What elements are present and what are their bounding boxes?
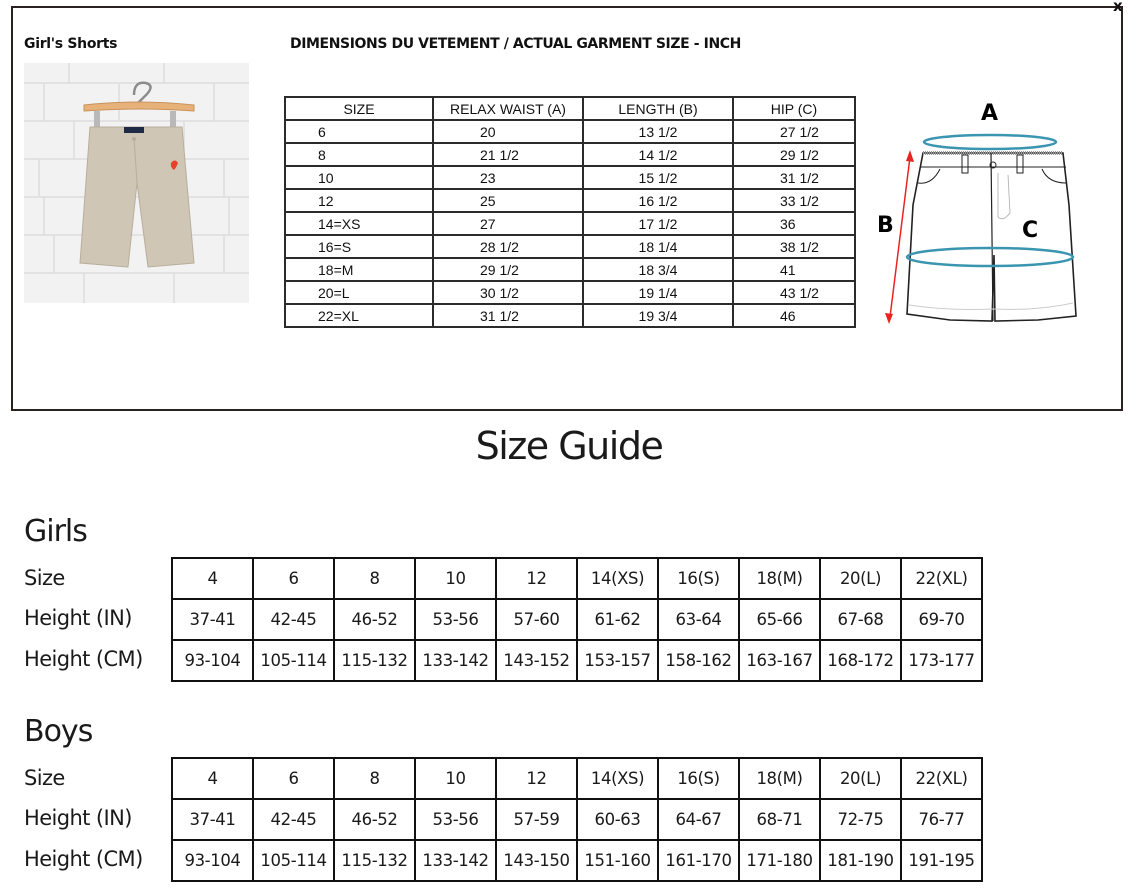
header-size: SIZE: [285, 97, 433, 120]
size-cell: 20(L): [820, 558, 901, 599]
cell-waist: 29 1/2: [433, 258, 583, 281]
height-cm-cell: 158-162: [658, 640, 739, 681]
shorts-outline-diagram: [880, 95, 1080, 335]
cell-size: 6: [285, 120, 433, 143]
cell-size: 16=S: [285, 235, 433, 258]
girls-row-label-height-in: Height (IN): [24, 606, 132, 630]
cell-hip: 36: [733, 212, 855, 235]
boys-size-table: [171, 757, 983, 882]
table-row: [285, 189, 855, 212]
boys-height-in-row: [172, 799, 982, 840]
size-cell: 4: [172, 758, 253, 799]
height-in-cell: 63-64: [658, 599, 739, 640]
size-cell: 4: [172, 558, 253, 599]
height-cm-cell: 93-104: [172, 640, 253, 681]
cell-size: 14=XS: [285, 212, 433, 235]
cell-hip: 41: [733, 258, 855, 281]
height-in-cell: 64-67: [658, 799, 739, 840]
height-cm-cell: 143-152: [496, 640, 577, 681]
height-in-cell: 53-56: [415, 799, 496, 840]
height-cm-cell: 115-132: [334, 640, 415, 681]
boys-size-row: [172, 758, 982, 799]
table-row: [285, 143, 855, 166]
height-in-cell: 68-71: [739, 799, 820, 840]
height-in-cell: 61-62: [577, 599, 658, 640]
cell-hip: 46: [733, 304, 855, 327]
cell-hip: 43 1/2: [733, 281, 855, 304]
table-row: [285, 235, 855, 258]
cell-length: 19 3/4: [583, 304, 733, 327]
height-cm-cell: 161-170: [658, 840, 739, 881]
height-cm-cell: 151-160: [577, 840, 658, 881]
height-in-cell: 65-66: [739, 599, 820, 640]
height-cm-cell: 133-142: [415, 640, 496, 681]
height-cm-cell: 105-114: [253, 640, 334, 681]
height-in-cell: 60-63: [577, 799, 658, 840]
size-cell: 16(S): [658, 558, 739, 599]
product-photo: [24, 63, 249, 303]
product-title: Girl's Shorts: [24, 36, 118, 52]
height-in-cell: 76-77: [901, 799, 982, 840]
header-hip: HIP (C): [733, 97, 855, 120]
height-in-cell: 67-68: [820, 599, 901, 640]
size-cell: 14(XS): [577, 558, 658, 599]
size-guide-title: Size Guide: [475, 424, 663, 468]
cell-hip: 38 1/2: [733, 235, 855, 258]
label-b: B: [877, 213, 894, 238]
height-cm-cell: 115-132: [334, 840, 415, 881]
cell-waist: 28 1/2: [433, 235, 583, 258]
cell-waist: 25: [433, 189, 583, 212]
label-c: C: [1022, 218, 1039, 243]
girls-section-title: Girls: [24, 514, 87, 549]
cell-length: 18 3/4: [583, 258, 733, 281]
girls-size-row: [172, 558, 982, 599]
boys-section-title: Boys: [24, 714, 93, 749]
height-in-cell: 42-45: [253, 799, 334, 840]
size-cell: 6: [253, 758, 334, 799]
height-cm-cell: 191-195: [901, 840, 982, 881]
table-row: [285, 120, 855, 143]
table-row: [285, 281, 855, 304]
cell-waist: 21 1/2: [433, 143, 583, 166]
measurement-diagram: [877, 95, 1080, 335]
cell-waist: 27: [433, 212, 583, 235]
height-in-cell: 69-70: [901, 599, 982, 640]
size-cell: 8: [334, 758, 415, 799]
cell-size: 10: [285, 166, 433, 189]
cell-waist: 23: [433, 166, 583, 189]
table-row: [285, 166, 855, 189]
cell-hip: 33 1/2: [733, 189, 855, 212]
height-in-cell: 57-59: [496, 799, 577, 840]
girls-height-cm-row: [172, 640, 982, 681]
cell-size: 20=L: [285, 281, 433, 304]
size-cell: 10: [415, 558, 496, 599]
height-in-cell: 46-52: [334, 599, 415, 640]
cell-waist: 31 1/2: [433, 304, 583, 327]
cell-length: 13 1/2: [583, 120, 733, 143]
height-cm-cell: 171-180: [739, 840, 820, 881]
boys-row-label-height-cm: Height (CM): [24, 847, 143, 871]
label-a: A: [981, 101, 999, 126]
cell-size: 8: [285, 143, 433, 166]
girls-size-table: [171, 557, 983, 682]
height-in-cell: 53-56: [415, 599, 496, 640]
cell-length: 19 1/4: [583, 281, 733, 304]
size-cell: 22(XL): [901, 558, 982, 599]
shorts-photo-image: [24, 63, 249, 303]
height-in-cell: 37-41: [172, 599, 253, 640]
height-cm-cell: 173-177: [901, 640, 982, 681]
height-in-cell: 46-52: [334, 799, 415, 840]
girls-row-label-size: Size: [24, 566, 65, 590]
cell-hip: 31 1/2: [733, 166, 855, 189]
girls-row-label-height-cm: Height (CM): [24, 647, 143, 671]
cell-hip: 27 1/2: [733, 120, 855, 143]
size-cell: 12: [496, 758, 577, 799]
height-cm-cell: 143-150: [496, 840, 577, 881]
size-cell: 18(M): [739, 558, 820, 599]
size-cell: 20(L): [820, 758, 901, 799]
close-mark-icon: x: [1113, 0, 1123, 15]
cell-size: 12: [285, 189, 433, 212]
height-cm-cell: 105-114: [253, 840, 334, 881]
height-cm-cell: 181-190: [820, 840, 901, 881]
size-cell: 6: [253, 558, 334, 599]
height-cm-cell: 133-142: [415, 840, 496, 881]
height-cm-cell: 153-157: [577, 640, 658, 681]
height-in-cell: 57-60: [496, 599, 577, 640]
cell-length: 16 1/2: [583, 189, 733, 212]
height-in-cell: 72-75: [820, 799, 901, 840]
table-header-row: [285, 97, 855, 120]
boys-row-label-height-in: Height (IN): [24, 806, 132, 830]
header-relax-waist: RELAX WAIST (A): [433, 97, 583, 120]
header-length: LENGTH (B): [583, 97, 733, 120]
cell-size: 18=M: [285, 258, 433, 281]
cell-hip: 29 1/2: [733, 143, 855, 166]
size-cell: 8: [334, 558, 415, 599]
height-in-cell: 37-41: [172, 799, 253, 840]
boys-row-label-size: Size: [24, 766, 65, 790]
size-cell: 10: [415, 758, 496, 799]
size-cell: 16(S): [658, 758, 739, 799]
cell-length: 14 1/2: [583, 143, 733, 166]
cell-length: 17 1/2: [583, 212, 733, 235]
cell-length: 18 1/4: [583, 235, 733, 258]
cell-waist: 30 1/2: [433, 281, 583, 304]
cell-size: 22=XL: [285, 304, 433, 327]
cell-length: 15 1/2: [583, 166, 733, 189]
dimensions-title: DIMENSIONS DU VETEMENT / ACTUAL GARMENT SIZE - INCH: [290, 36, 741, 52]
garment-size-table: [284, 96, 856, 328]
size-cell: 22(XL): [901, 758, 982, 799]
height-cm-cell: 93-104: [172, 840, 253, 881]
size-cell: 14(XS): [577, 758, 658, 799]
table-row: [285, 258, 855, 281]
height-cm-cell: 168-172: [820, 640, 901, 681]
size-cell: 12: [496, 558, 577, 599]
table-row: [285, 304, 855, 327]
boys-height-cm-row: [172, 840, 982, 881]
girls-height-in-row: [172, 599, 982, 640]
table-row: [285, 212, 855, 235]
cell-waist: 20: [433, 120, 583, 143]
size-cell: 18(M): [739, 758, 820, 799]
height-cm-cell: 163-167: [739, 640, 820, 681]
height-in-cell: 42-45: [253, 599, 334, 640]
